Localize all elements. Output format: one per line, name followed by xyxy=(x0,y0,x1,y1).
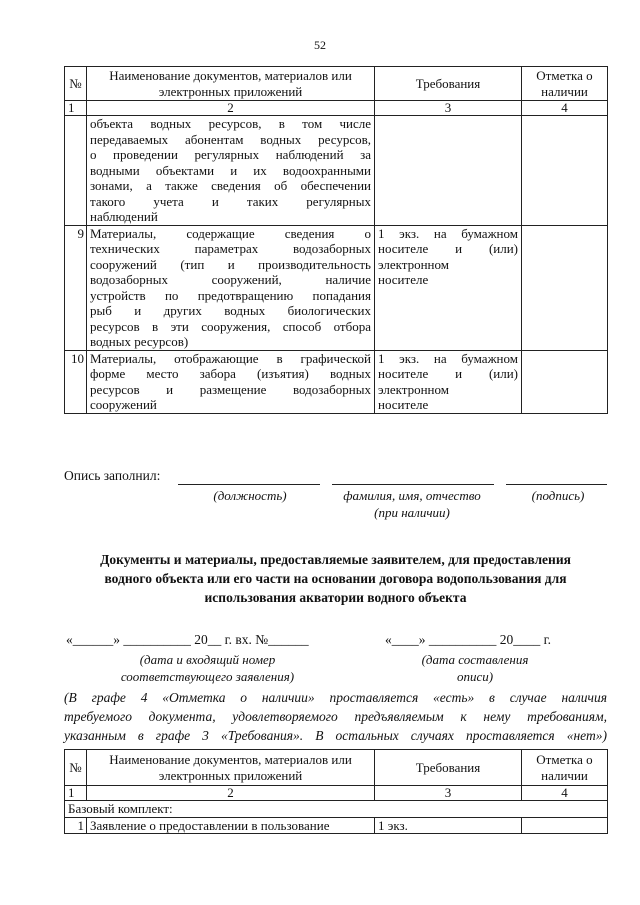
row-number: 10 xyxy=(65,350,87,413)
documents-table xyxy=(64,749,608,834)
index-cell: 3 xyxy=(375,786,522,801)
table-row xyxy=(65,817,608,834)
signature-caption: (подпись) xyxy=(531,488,585,503)
row-requirements: 1 экз. xyxy=(375,817,522,834)
compilation-date-line: «____» __________ 20____ г. xyxy=(385,632,552,647)
header-number: № xyxy=(65,750,87,786)
page-number: 52 xyxy=(314,38,326,52)
instruction-note: (В графе 4 «Отметка о наличии» проставляется «есть» в случае наличия требуемого документа, удовлетворяемого предъявляемым к нему требованиям, указанным в графе 3 «Требования». В остальных случаях проставляется «нет») xyxy=(64,690,607,743)
row-requirements: 1 экз. на бумажном носителе и (или) электронном носителе xyxy=(375,350,522,413)
table-header-row xyxy=(65,67,608,101)
header-name: Наименование документов, материалов или электронных приложений xyxy=(87,67,375,101)
name-line xyxy=(332,484,494,485)
group-row xyxy=(65,801,608,818)
section-heading: Документы и материалы, предоставляемые заявителем, для предоставления водного объекта или его части на основании договора водопользования для использования акватории водного объекта xyxy=(100,552,571,605)
incoming-date-line: «______» __________ 20__ г. вх. №______ xyxy=(66,632,309,647)
row-name: объекта водных ресурсов, в том числе передаваемых абонентам водных ресурсов, о проведении регулярных наблюдений за водными объектами и их водоохранными зонами, а также сведения об обеспечении такого учета и таких регулярных наблюдений xyxy=(87,116,375,226)
index-cell: 4 xyxy=(522,786,608,801)
row-number: 1 xyxy=(65,817,87,834)
column-index-row xyxy=(65,101,608,116)
row-mark xyxy=(522,817,608,834)
index-cell: 2 xyxy=(87,101,375,116)
row-name: Материалы, отображающие в графической форме место забора (изъятия) водных ресурсов и размещение водозаборных сооружений xyxy=(87,350,375,413)
row-mark xyxy=(522,225,608,350)
table-row xyxy=(65,225,608,350)
row-requirements: 1 экз. на бумажном носителе и (или) электронном носителе xyxy=(375,225,522,350)
documents-table-continued xyxy=(64,66,608,414)
row-name: Заявление о предоставлении в пользование xyxy=(87,817,375,834)
name-caption: фамилия, имя, отчество (при наличии) xyxy=(343,488,481,520)
row-requirements xyxy=(375,116,522,226)
compilation-date-caption: (дата составления описи) xyxy=(421,652,529,684)
header-requirements: Требования xyxy=(375,67,522,101)
column-index-row xyxy=(65,786,608,801)
group-label: Базовый комплект: xyxy=(65,801,608,818)
row-mark xyxy=(522,116,608,226)
index-cell: 4 xyxy=(522,101,608,116)
signature-line xyxy=(506,484,607,485)
header-name: Наименование документов, материалов или электронных приложений xyxy=(87,750,375,786)
incoming-date-caption: (дата и входящий номер соответствующего заявления) xyxy=(120,652,295,684)
row-number: 9 xyxy=(65,225,87,350)
index-cell: 1 xyxy=(65,786,87,801)
position-line xyxy=(178,484,320,485)
row-name: Материалы, содержащие сведения о технических параметрах водозаборных сооружений (тип и производительность водозаборных сооружений, наличие устройств по предотвращению попадания рыб и других водных биологических ресурсов в эти сооружения, способ отбора водных ресурсов) xyxy=(87,225,375,350)
table-row xyxy=(65,350,608,413)
header-requirements: Требования xyxy=(375,750,522,786)
position-caption: (должность) xyxy=(213,488,287,503)
index-cell: 1 xyxy=(65,101,87,116)
index-cell: 3 xyxy=(375,101,522,116)
header-mark: Отметка о наличии xyxy=(522,67,608,101)
row-number xyxy=(65,116,87,226)
filler-label: Опись заполнил: xyxy=(64,468,161,483)
header-mark: Отметка о наличии xyxy=(522,750,608,786)
row-mark xyxy=(522,350,608,413)
table-header-row xyxy=(65,750,608,786)
index-cell: 2 xyxy=(87,786,375,801)
table-row xyxy=(65,116,608,226)
header-number: № xyxy=(65,67,87,101)
